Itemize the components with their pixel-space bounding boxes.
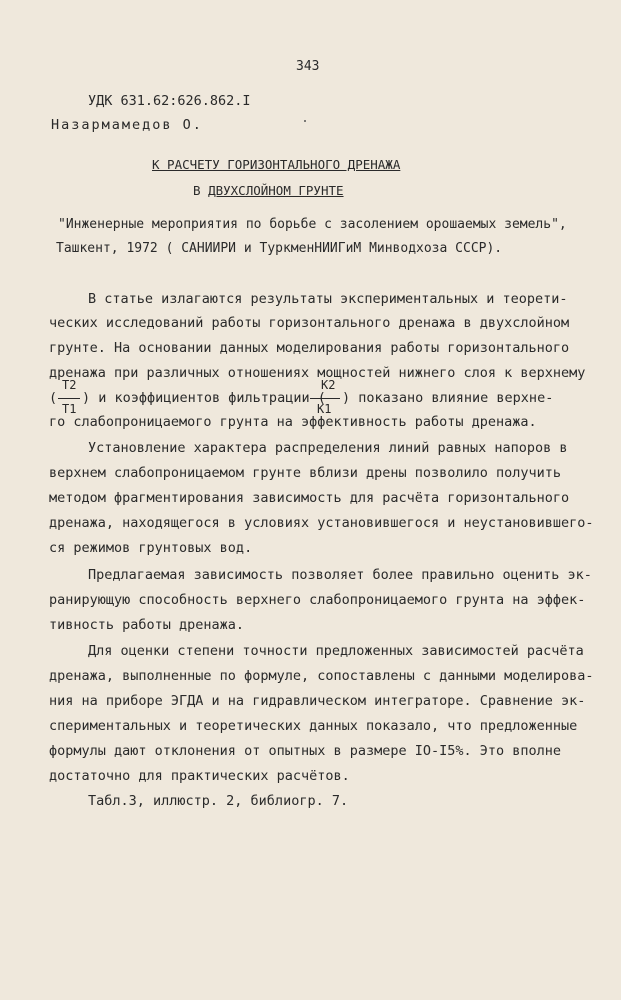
abstract-line-open-paren: ( bbox=[49, 390, 58, 406]
article-title-line-1 bbox=[152, 157, 400, 172]
abstract-line: методом фрагментирования зависимость для расчёта горизонтального bbox=[49, 490, 570, 506]
tables-illustrations-bibliography: Табл.3, иллюстр. 2, библиогр. 7. bbox=[88, 793, 349, 809]
abstract-line: тивность работы дренажа. bbox=[49, 617, 245, 633]
source-line-2: Ташкент, 1972 ( САНИИРИ и ТуркменНИИГиМ Минводхоза СССР). bbox=[56, 241, 503, 256]
abstract-line: дренажа, находящегося в условиях установившегося и неустановившего- bbox=[49, 515, 594, 531]
fraction-1-numerator: T2 bbox=[62, 378, 77, 392]
abstract-line: Предлагаемая зависимость позволяет более правильно оценить эк- bbox=[88, 567, 592, 583]
abstract-line: дренажа при различных отношениях мощностей нижнего слоя к верхнему bbox=[49, 365, 586, 381]
article-title-text-2: ДВУХСЛОЙНОМ ГРУНТЕ bbox=[208, 183, 344, 198]
abstract-line: достаточно для практических расчётов. bbox=[49, 768, 350, 784]
abstract-line: ческих исследований работы горизонтального дренажа в двухслойном bbox=[49, 315, 570, 331]
abstract-line-end: ) показано влияние верхне- bbox=[342, 390, 554, 406]
article-title-line-2 bbox=[193, 183, 344, 198]
abstract-line: Для оценки степени точности предложенных зависимостей расчёта bbox=[88, 643, 584, 659]
source-line-1: "Инженерные мероприятия по борьбе с засолением орошаемых земель", bbox=[58, 217, 567, 232]
fraction-2-numerator: K2 bbox=[321, 378, 336, 392]
abstract-line: ния на приборе ЭГДА и на гидравлическом интеграторе. Сравнение эк- bbox=[49, 693, 586, 709]
article-title-prefix: В bbox=[193, 183, 209, 198]
udk-code: УДК 631.62:626.862.I bbox=[88, 93, 251, 109]
paper-speck bbox=[304, 120, 306, 122]
author-name: Назармамедов О. bbox=[51, 117, 203, 133]
fraction-1-denominator: T1 bbox=[62, 402, 77, 416]
abstract-line-middle: ) и коэффициентов фильтрации ( bbox=[82, 390, 326, 406]
fraction-2-denominator: K1 bbox=[317, 402, 332, 416]
abstract-line: го слабопроницаемого грунта на эффективность работы дренажа. bbox=[49, 414, 537, 430]
fraction-1-bar bbox=[58, 398, 80, 399]
page-number: 343 bbox=[296, 59, 320, 74]
abstract-line: формулы дают отклонения от опытных в размере IO-I5%. Это вполне bbox=[49, 743, 562, 759]
abstract-line: ся режимов грунтовых вод. bbox=[49, 540, 253, 556]
article-title-text-1: К РАСЧЕТУ ГОРИЗОНТАЛЬНОГО ДРЕНАЖА bbox=[152, 157, 401, 172]
abstract-line: В статье излагаются результаты экспериментальных и теорети- bbox=[88, 291, 568, 307]
abstract-line: спериментальных и теоретических данных показало, что предложенные bbox=[49, 718, 578, 734]
abstract-line: ранирующую способность верхнего слабопроницаемого грунта на эффек- bbox=[49, 592, 586, 608]
abstract-line: Установление характера распределения линий равных напоров в bbox=[88, 440, 568, 456]
abstract-line: грунте. На основании данных моделирования работы горизонтального bbox=[49, 340, 570, 356]
abstract-line: дренажа, выполненные по формуле, сопоставлены с данными моделирова- bbox=[49, 668, 594, 684]
abstract-line: верхнем слабопроницаемом грунте вблизи дрены позволило получить bbox=[49, 465, 562, 481]
fraction-2-bar bbox=[310, 398, 340, 399]
